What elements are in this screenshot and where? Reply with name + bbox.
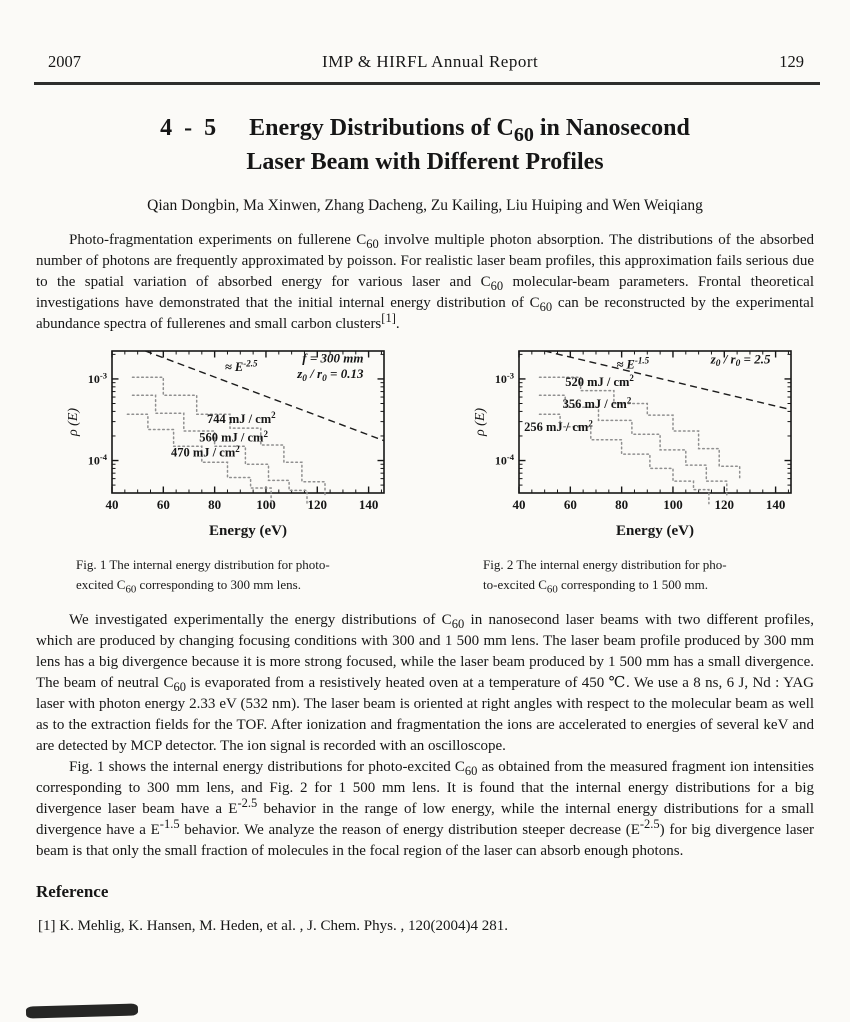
x-tick-label: 60 bbox=[563, 497, 577, 512]
author-list: Qian Dongbin, Ma Xinwen, Zhang Dacheng, Zu Kailing, Liu Huiping and Wen Weiqiang bbox=[147, 197, 703, 214]
figure-2-caption-line1: Fig. 2 The internal energy distribution for pho- bbox=[483, 557, 727, 572]
fig1-series-0-label: 744 mJ / $cm^2$ bbox=[206, 410, 276, 426]
y-axis-label: ρ (E) bbox=[66, 407, 81, 437]
figure-2 bbox=[473, 345, 808, 595]
y-tick-label: $10^{-3}$ bbox=[87, 370, 107, 386]
paragraph-1: Photo-fragmentation experiments on fullerene $C_{60}$ involve multiple photon absorption. The distributions of the absorbed number of photons are frequently approximated by poisson. For realistic laser beam profiles, this approximation fails serious due to the spatial variation of absorbed energy for various laser and $C_{60}$ molecular-beam parameters. Frontal theoretical investigations have demonstrated that the initial internal energy distribution of $C_{60}$ can be reconstructed by the experimental abundance spectra of fullerenes and small carbon clusters[1]. bbox=[36, 232, 815, 332]
x-tick-label: 120 bbox=[307, 497, 328, 512]
fig2-series-1-label: 356 mJ / $cm^2$ bbox=[562, 395, 632, 412]
discussion-section bbox=[36, 610, 814, 862]
figure-1-caption-line2: excited $C_{60}$ corresponding to 300 mm lens. bbox=[76, 577, 301, 596]
y-tick-label: $10^{-4}$ bbox=[87, 451, 107, 468]
paragraph-3: Fig. 1 shows the internal energy distributions for photo-excited $C_{60}$ as obtained from the measured fragment ion intensities corresponding to 300 mm lens, and Fig. 2 for 1 500 mm lens. It is found that the internal energy distributions for a big divergence laser beam have a $E^{-2.5}$ behavior in the range of low energy, while the internal energy distributions for a small divergence have a $E^{-1.5}$ behavior. We analyze the reason of energy distribution steeper decrease $(E^{-2.5})$ for big divergence laser beam is that only the small fraction of molecules in the focal region of the laser can absorb enough photons. bbox=[36, 759, 814, 859]
article-title-line1 bbox=[0, 111, 850, 145]
x-tick-label: 80 bbox=[615, 497, 629, 512]
fig1-series-1-label: 560 mJ / $cm^2$ bbox=[199, 428, 268, 445]
header-journal-title: IMP & HIRFL Annual Report bbox=[322, 52, 539, 71]
section-number: 4 - 5 bbox=[160, 115, 220, 141]
x-tick-label: 140 bbox=[358, 497, 379, 512]
x-tick-label: 140 bbox=[765, 497, 786, 512]
x-tick-label: 120 bbox=[714, 497, 735, 512]
guide-label: ≈ $E^{-1.5}$ bbox=[616, 355, 650, 372]
x-tick-label: 40 bbox=[512, 497, 526, 512]
x-axis-label: Energy (eV) bbox=[616, 523, 694, 539]
x-tick-label: 80 bbox=[208, 497, 222, 512]
plot-annotation: $z_0 / r_0 = 0.13$ bbox=[297, 366, 364, 384]
figure-2-caption-line2: to-excited $C_{60}$ corresponding to 1 500 mm. bbox=[483, 577, 708, 596]
paragraph-2: We investigated experimentally the energy distributions of $C_{60}$ in nanosecond laser beams with two different profiles, which are produced by changing focusing conditions with 300 and 1 500 mm lens. The laser beam profile produced by 300 mm lens has a big divergence because it is more strong focused, while the laser beam produced by 1 500 mm has a small divergence. The beam of neutral $C_{60}$ is evaporated from a resistively heated oven at a temperature of 450 ℃. We use a 8 ns, 6 J, Nd : YAG laser with photon energy 2.33 eV (532 nm). The laser beam is oriented at right angles with respect to the molecular beam as well as to the extraction fields for the TOF. After ionization and fragmentation the ions are accelerated to energies of several keV and are detected by MCP detector. The ion signal is recorded with an oscilloscope. bbox=[36, 612, 815, 754]
fig1-series-2-label: 470 mJ / $cm^2$ bbox=[171, 443, 240, 460]
plot-annotation: $z_0 / r_0 = 2.5$ bbox=[710, 351, 771, 370]
reference-item-1: [1] K. Mehlig, K. Hansen, M. Heden, et al. , J. Chem. Phys. , 120(2004)4 281. bbox=[38, 918, 508, 934]
fig2-series-0-label: 520 mJ / $cm^2$ bbox=[565, 373, 634, 389]
x-tick-label: 100 bbox=[256, 497, 276, 512]
article-title-line2: Laser Beam with Different Profiles bbox=[246, 149, 604, 175]
y-axis-label: ρ (E) bbox=[473, 407, 488, 437]
figure-1-caption bbox=[66, 555, 401, 595]
x-tick-label: 60 bbox=[156, 497, 170, 512]
figure-1-caption-line1: Fig. 1 The internal energy distribution for photo- bbox=[76, 557, 330, 572]
x-tick-label: 40 bbox=[105, 497, 119, 512]
figure-2-plot bbox=[473, 345, 808, 545]
figures-row bbox=[0, 335, 850, 595]
fig2-series-2-label: 256 mJ / $cm^2$ bbox=[524, 418, 593, 435]
page-header bbox=[0, 0, 850, 80]
x-axis-label: Energy (eV) bbox=[209, 523, 287, 539]
reference-heading: Reference bbox=[36, 882, 109, 901]
header-year: 2007 bbox=[48, 52, 81, 71]
intro-section bbox=[36, 230, 814, 335]
y-tick-label: $10^{-4}$ bbox=[494, 451, 514, 468]
article-title bbox=[0, 111, 850, 179]
header-page-number: 129 bbox=[779, 52, 804, 71]
x-tick-label: 100 bbox=[663, 497, 683, 512]
plot-annotation: f = 300 mm bbox=[302, 350, 364, 366]
title-text-line1: Energy Distributions of $C_{60}$ in Nanosecond bbox=[249, 115, 690, 146]
figure-2-caption bbox=[473, 555, 808, 595]
y-tick-label: $10^{-3}$ bbox=[494, 370, 514, 386]
header-rule bbox=[34, 82, 820, 85]
figure-1-plot bbox=[66, 345, 401, 545]
scan-artifact-smudge bbox=[26, 1003, 138, 1018]
guide-label: ≈ $E^{-2.5}$ bbox=[224, 358, 258, 375]
figure-1 bbox=[66, 345, 401, 595]
